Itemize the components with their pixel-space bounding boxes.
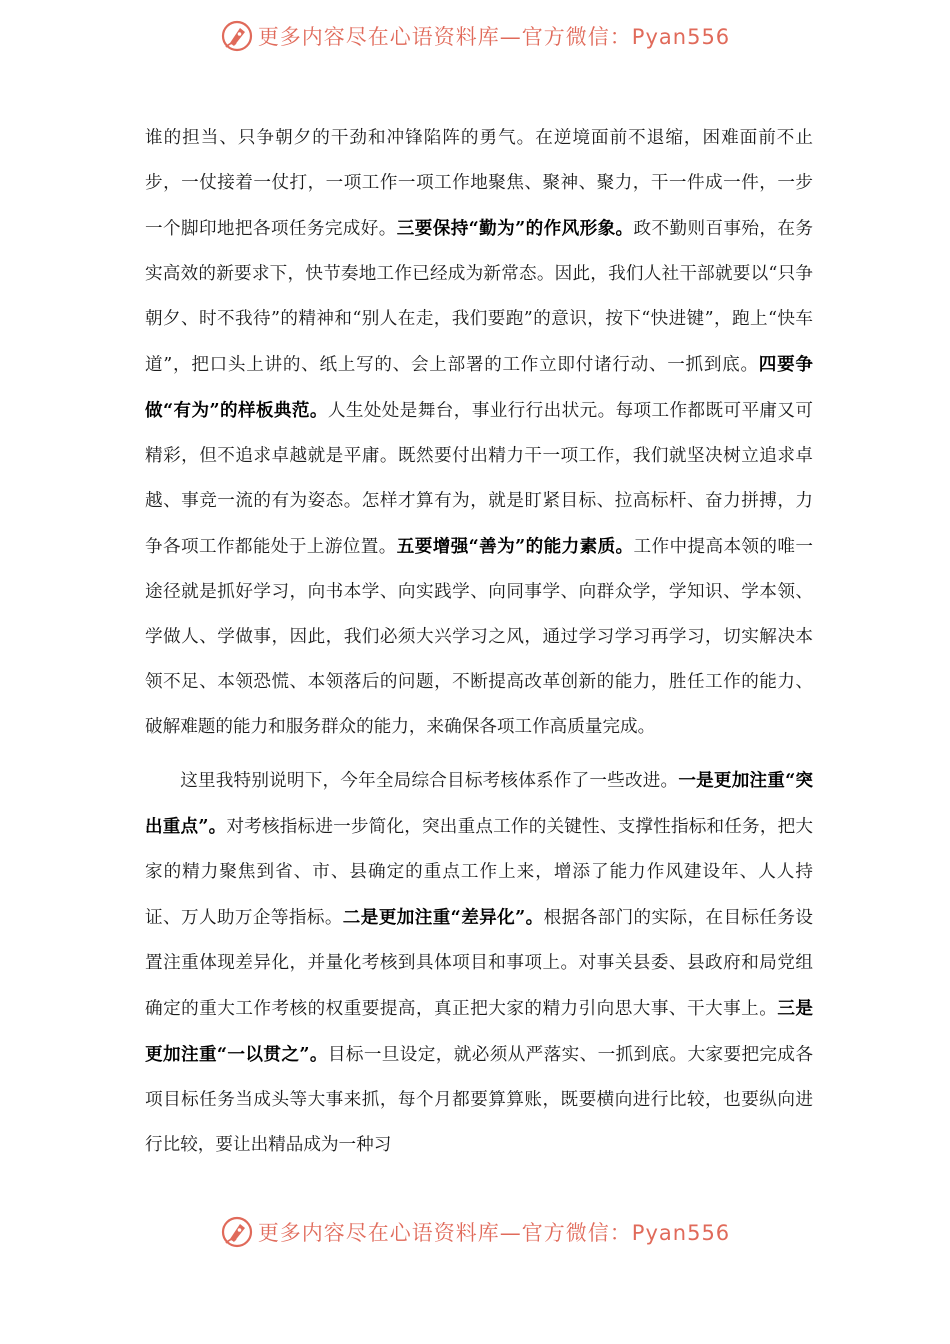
header-banner (0, 14, 950, 58)
paragraph-1-text-2: 政不勤则百事殆，在务实高效的新要求下，快节奏地工作已经成为新常态。因此，我们人社干部就要以“只争朝夕、时不我待”的精神和“别人在走，我们要跑”的意识，按下“快进键”，跑上“快车道”，把口头上讲的、纸上写的、会上部署的工作立即付诸行动、一抓到底。 (145, 219, 813, 375)
paragraph-1 (145, 116, 813, 750)
paragraph-1-text-1: 谁的担当、只争朝夕的干劲和冲锋陷阵的勇气。在逆境面前不退缩，困难面前不止步，一仗接着一仗打，一项工作一项工作地聚焦、聚神、聚力，干一件成一件，一步一个脚印地把各项任务完成好。 (145, 128, 813, 239)
paragraph-2-heading-1: 一是更加注重“突出重点”。 (145, 770, 813, 837)
paragraph-1-heading-5: 五要增强“善为”的能力素质。 (396, 536, 634, 557)
paragraph-2-heading-2: 二是更加注重“差异化”。 (342, 907, 544, 928)
footer-banner-text: 更多内容尽在心语资料库—官方微信：Pyan556 (257, 1221, 731, 1245)
paragraph-1-text-4: 工作中提高本领的唯一途径就是抓好学习，向书本学、向实践学、向同事学、向群众学，学知识、学本领、学做人、学做事，因此，我们必须大兴学习之风，通过学习学习再学习，切实解决本领不足、本领恐慌、本领落后的问题，不断提高改革创新的能力，胜任工作的能力、破解难题的能力和服务群众的能力，来确保各项工作高质量完成。 (145, 537, 813, 737)
footer-banner (0, 1210, 950, 1254)
paragraph-2 (145, 758, 813, 1168)
pen-nib-logo-icon (220, 19, 254, 53)
document-body (145, 116, 813, 1168)
paragraph-1-text-3: 人生处处是舞台，事业行行出状元。每项工作都既可平庸又可精彩，但不追求卓越就是平庸。既然要付出精力干一项工作，我们就坚决树立追求卓越、事竞一流的有为姿态。怎样才算有为，就是盯紧目标、拉高标杆、奋力拼搏，力争各项工作都能处于上游位置。 (145, 401, 813, 557)
paragraph-2-text-1: 这里我特别说明下，今年全局综合目标考核体系作了一些改进。 (180, 771, 679, 791)
paragraph-1-heading-4: 四要争做“有为”的样板典范。 (145, 354, 813, 421)
paragraph-2-text-3: 根据各部门的实际，在目标任务设置注重体现差异化，并量化考核到具体项目和事项上。对事关县委、县政府和局党组确定的重大工作考核的权重要提高，真正把大家的精力引向思大事、干大事上。 (145, 908, 813, 1019)
pen-nib-logo-icon (220, 1215, 254, 1249)
paragraph-2-text-2: 对考核指标进一步简化，突出重点工作的关键性、支撑性指标和任务，把大家的精力聚焦到省、市、县确定的重点工作上来，增添了能力作风建设年、人人持证、万人助万企等指标。 (145, 817, 813, 928)
header-banner-text: 更多内容尽在心语资料库—官方微信：Pyan556 (257, 25, 731, 49)
paragraph-1-heading-3: 三要保持“勤为”的作风形象。 (396, 218, 634, 239)
paragraph-2-text-4: 目标一旦设定，就必须从严落实、一抓到底。大家要把完成各项目标任务当成头等大事来抓，每个月都要算算账，既要横向进行比较，也要纵向进行比较，要让出精品成为一种习 (145, 1045, 813, 1155)
paragraph-2-heading-3: 三是更加注重“一以贯之”。 (145, 998, 813, 1065)
